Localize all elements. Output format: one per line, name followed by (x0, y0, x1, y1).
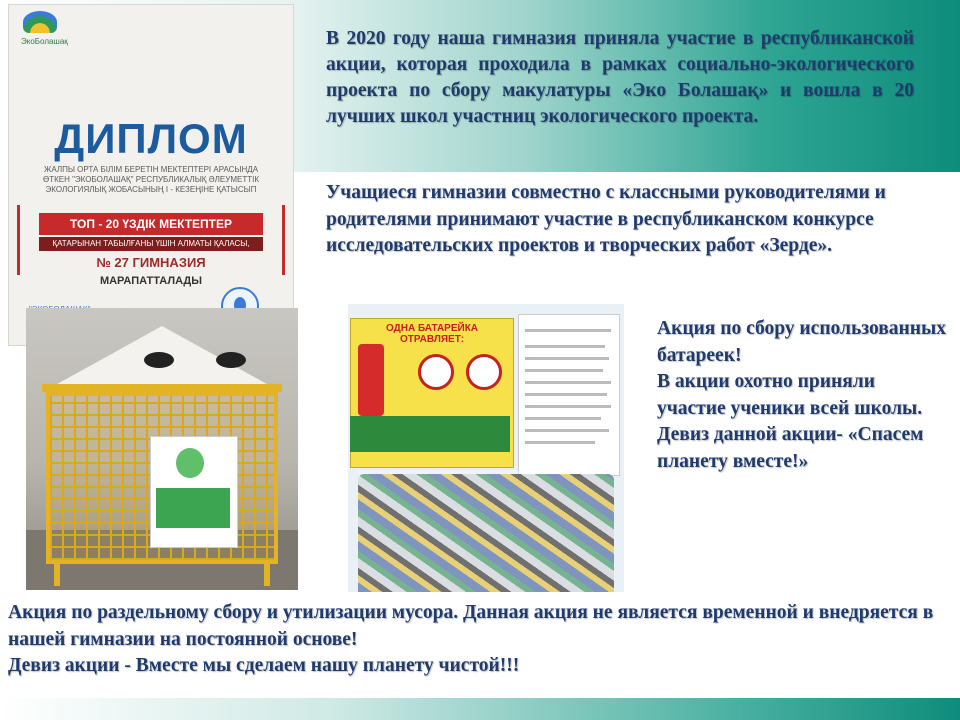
bin-opening (144, 352, 174, 368)
recycle-icon (156, 488, 230, 528)
diploma-logo-text: ЭкоБолашақ (21, 37, 68, 46)
diploma-ribbon-sub: ҚАТАРЫНАН ТАБЫЛҒАНЫ ҮШІН АЛМАТЫ ҚАЛАСЫ, (39, 237, 263, 251)
diploma-decor-line (282, 205, 285, 275)
recycling-bin-photo (26, 308, 298, 590)
poster-text-line (525, 429, 609, 432)
bin-leg (264, 564, 270, 586)
prohibited-icon (466, 354, 502, 390)
poster-text-line (525, 393, 607, 396)
battery-poster-title: ОДНА БАТАРЕЙКА ОТРАВЛЯЕТ: (385, 323, 479, 345)
diploma-ribbon: ТОП - 20 ҮЗДІК МЕКТЕПТЕР (39, 213, 263, 235)
eco-bolashak-logo (23, 11, 57, 33)
poster-text-line (525, 369, 603, 372)
tree-icon (176, 448, 204, 478)
paragraph-zerde: Учащиеся гимназии совместно с классными руководителями и родителями принимают участие в республиканском конкурсе исследовательских проектов и творческих работ «Зерде». (326, 182, 886, 256)
battery-collection-photo (348, 304, 624, 592)
poster-text-line (525, 405, 611, 408)
battery-campaign-line: Акция по сбору использованных батареек! (657, 318, 947, 366)
poster-text-line (525, 441, 595, 444)
waste-sorting-line: Девиз акции - Вместе мы сделаем нашу планету чистой!!! (8, 655, 520, 676)
container-glass (358, 470, 614, 592)
diploma-decor-line (17, 205, 20, 275)
paragraph-waste-sorting (8, 600, 948, 680)
battery-campaign-line: В акции охотно приняли участие ученики всей школы. (657, 371, 923, 419)
bin-leg (54, 564, 60, 586)
diploma-subtitle-line: ЖАЛПЫ ОРТА БІЛІМ БЕРЕТІН МЕКТЕПТЕРІ АРАСЫНДА (43, 165, 259, 174)
battery-info-poster (518, 314, 620, 476)
diploma-subtitle-line: ӨТКЕН "ЭКОБОЛАШАҚ" РЕСПУБЛИКАЛЫҚ ӘЛЕУМЕТТІК (42, 175, 260, 184)
bottom-gradient-band (0, 698, 960, 720)
battery-icon (358, 344, 384, 416)
poster-soil (350, 416, 510, 452)
diploma-photo (8, 4, 294, 346)
poster-text-line (525, 345, 605, 348)
poster-text-line (525, 417, 601, 420)
bin-roof-frame (42, 384, 282, 392)
diploma-title: ДИПЛОМ (54, 115, 248, 162)
diploma-school: № 27 ГИМНАЗИЯ (96, 255, 206, 270)
poster-text-line (525, 381, 611, 384)
paragraph-battery-campaign (657, 316, 947, 475)
waste-sorting-line: Акция по раздельному сбору и утилизации мусора. Данная акция не является временной и внедряется в нашей гимназии на постоянной основе! (8, 602, 934, 650)
poster-text-line (525, 357, 609, 360)
diploma-awarded: МАРАПАТТАЛАДЫ (99, 275, 203, 287)
battery-campaign-line: Девиз данной акции- «Спасем планету вместе!» (657, 424, 924, 472)
bin-opening (216, 352, 246, 368)
poster-text-line (525, 329, 611, 332)
diploma-subtitle-line: ЭКОЛОГИЯЛЫҚ ЖОБАСЫНЫҢ I - КЕЗЕҢІНЕ ҚАТЫСЫП (45, 185, 257, 194)
paragraph-eco-bolashak: В 2020 году наша гимназия приняла участие в республиканской акции, которая проходила в рамках социально-экологического проекта по сбору макулатуры «Эко Болашақ» и вошла в 20 лучших школ участниц экологического проекта. (326, 28, 914, 127)
prohibited-icon (418, 354, 454, 390)
